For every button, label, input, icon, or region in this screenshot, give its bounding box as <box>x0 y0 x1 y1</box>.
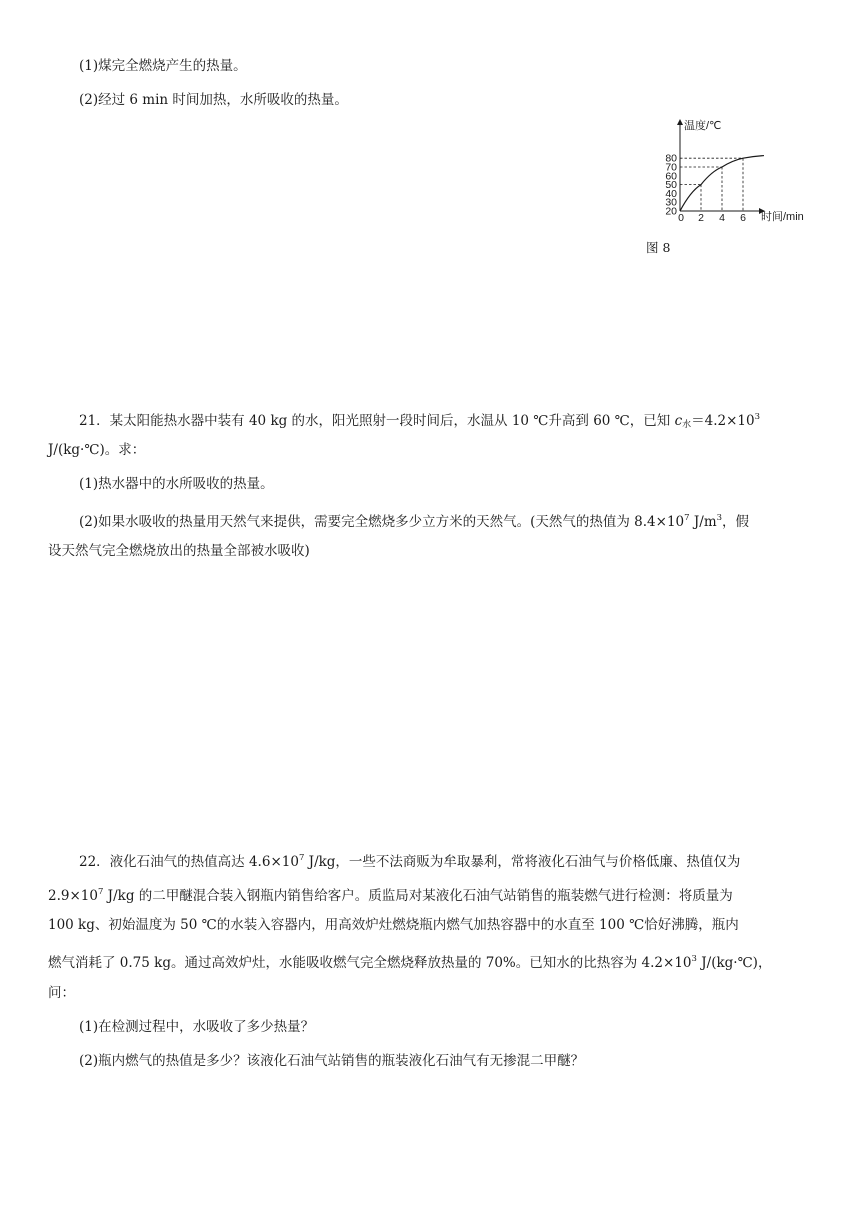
x-tick-4: 4 <box>719 212 725 224</box>
y-tick-60: 60 <box>665 170 677 183</box>
y-tick-50: 50 <box>665 179 677 192</box>
q22-l1-sup: 7 <box>298 853 305 863</box>
y-tick-30: 30 <box>665 196 677 209</box>
q22-l4-a: 燃气消耗了 0.75 kg。通过高效炉灶，水能吸收燃气完全燃烧释放热量的 70%。已知水的比热容为 4.2×10 <box>48 955 692 971</box>
figure-caption: 图 8 <box>646 240 671 255</box>
q21-sub2-c: ，假 <box>722 514 750 530</box>
q22-sub1: (1)在检测过程中，水吸收了多少热量？ <box>79 1019 315 1035</box>
y-tick-40: 40 <box>665 187 677 200</box>
q21-text-b: ＝4.2×10 <box>691 413 755 429</box>
q21-sub2 <box>79 509 749 531</box>
x-tick-0: 0 <box>678 212 684 224</box>
q22-line5: 问： <box>48 985 75 1001</box>
q20-sub2: (2)经过 6 min 时间加热，水所吸收的热量。 <box>79 92 348 108</box>
temperature-curve <box>680 156 764 211</box>
y-axis-label: 温度/℃ <box>684 120 722 132</box>
x-axis-label: 时间/min <box>761 211 804 223</box>
x-tick-6: 6 <box>740 212 746 224</box>
q22-line4 <box>48 950 771 972</box>
q22-l1-b: J/kg，一些不法商贩为牟取暴利，常将液化石油气与价格低廉、热值仅为 <box>304 854 741 870</box>
q21-line2: J/(kg·℃)。求： <box>48 442 146 458</box>
y-tick-80: 80 <box>665 152 677 165</box>
q21-sub1: (1)热水器中的水所吸收的热量。 <box>79 476 274 492</box>
q21-c-symbol: c <box>674 413 683 429</box>
temperature-time-chart <box>660 116 820 228</box>
q22-l2-a: 2.9×10 <box>48 888 98 904</box>
q21-sup: 3 <box>754 412 761 422</box>
q22-line1 <box>79 849 740 871</box>
q21-sub2-line2: 设天然气完全燃烧放出的热量全部被水吸收) <box>48 543 310 559</box>
q21-line1 <box>79 408 760 434</box>
q21-text-a: 21．某太阳能热水器中装有 40 kg 的水，阳光照射一段时间后，水温从 10 ℃升高到 60 ℃，已知 <box>79 413 675 429</box>
q22-l2-sup: 7 <box>97 887 104 897</box>
q21-sub2-b: J/m <box>689 514 717 530</box>
q22-l2-b: J/kg 的二甲醚混合装入钢瓶内销售给客户。质监局对某液化石油气站销售的瓶装燃气进行检测：将质量为 <box>103 888 733 904</box>
x-tick-labels <box>678 212 746 224</box>
q21-sub2-sup2: 3 <box>716 513 723 523</box>
q22-l4-b: J/(kg·℃)， <box>696 955 772 971</box>
q22-line3: 100 kg、初始温度为 50 ℃的水装入容器内，用高效炉灶燃烧瓶内燃气加热容器中的水直至 100 ℃恰好沸腾，瓶内 <box>48 917 739 933</box>
chart-axes <box>680 120 764 211</box>
x-tick-2: 2 <box>698 212 704 224</box>
y-tick-labels <box>665 153 677 218</box>
y-tick-70: 70 <box>665 161 677 174</box>
q21-sub2-sup1: 7 <box>684 513 690 523</box>
q20-sub1: (1)煤完全燃烧产生的热量。 <box>79 58 247 74</box>
dashed-guides <box>680 158 743 211</box>
q22-sub2: (2)瓶内燃气的热值是多少？该液化石油气站销售的瓶装液化石油气有无掺混二甲醚？ <box>79 1053 585 1069</box>
y-tick-20: 20 <box>665 205 677 218</box>
q21-sub2-a: (2)如果水吸收的热量用天然气来提供，需要完全燃烧多少立方米的天然气。(天然气的热值为 8.4×10 <box>79 514 685 530</box>
q21-c-sub: 水 <box>682 420 692 430</box>
q22-l4-sup: 3 <box>691 954 697 964</box>
q22-line2 <box>48 883 733 905</box>
q22-l1-a: 22．液化石油气的热值高达 4.6×10 <box>79 854 299 870</box>
